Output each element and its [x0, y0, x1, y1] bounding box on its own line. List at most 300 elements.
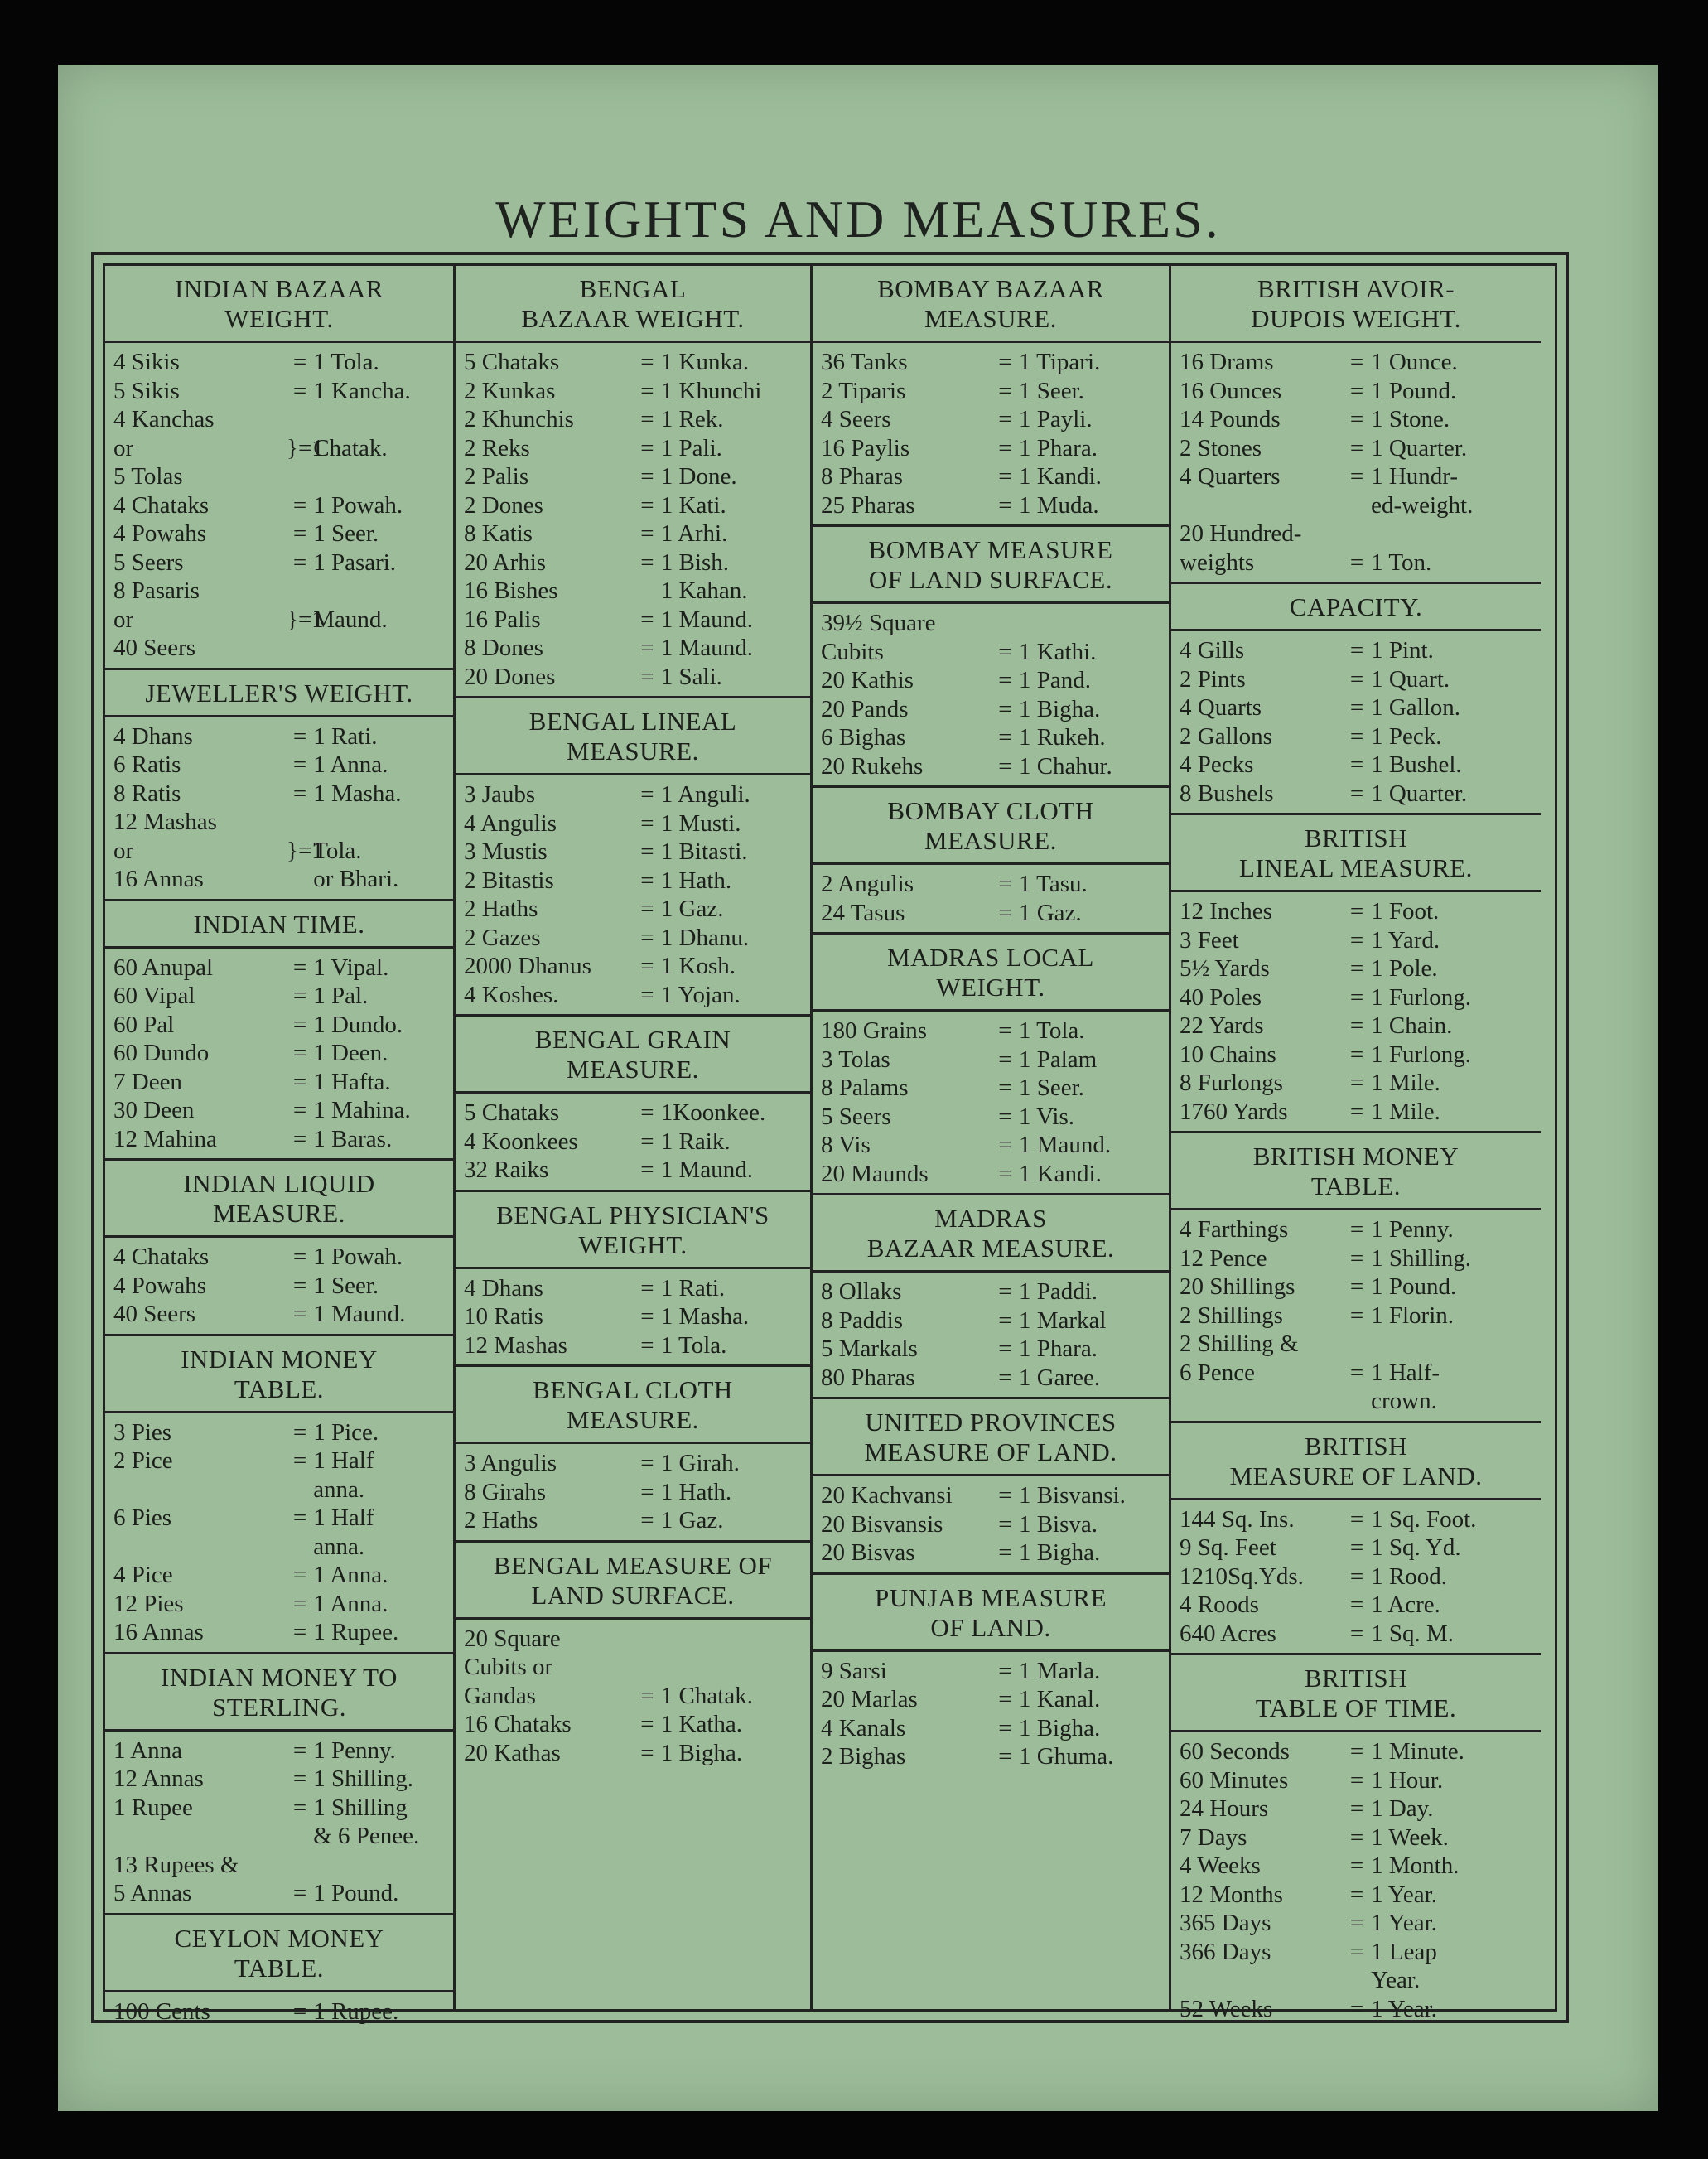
conversion-row: [464, 1710, 803, 1739]
equals-sign: =: [1349, 926, 1364, 954]
equivalent-text: 1 Bitasti.: [660, 838, 748, 865]
equals-sign: [1343, 1966, 1371, 1995]
quantity-text: [113, 1533, 287, 1562]
equivalent-text: 1 Yard.: [1371, 926, 1440, 954]
equivalent-text: 1 Mile.: [1371, 1098, 1440, 1125]
measure-section: [456, 1017, 810, 1192]
equals-sign: =: [1349, 349, 1364, 375]
equals-sign: =: [640, 924, 654, 951]
quantity-text: 16 Ounces: [1180, 377, 1282, 404]
equals-sign: =: [292, 1880, 307, 1906]
quantity-text: 4 Pecks: [1180, 751, 1254, 778]
equals-sign: =: [292, 722, 307, 750]
quantity-text: 8 Pasaris: [113, 577, 200, 604]
conversion-row: [821, 870, 1162, 899]
equals-sign: =: [292, 1997, 307, 2025]
quantity-text: 7 Deen: [113, 1068, 182, 1095]
measure-section: [105, 1336, 453, 1654]
equivalent-text: 1 Kosh.: [660, 953, 736, 979]
equals-sign: =: [292, 1765, 307, 1792]
conversion-row: [113, 1011, 446, 1040]
section-heading: BENGAL BAZAAR WEIGHT.: [456, 266, 810, 343]
conversion-row: [113, 808, 446, 837]
equivalent-text: 1 Sq. Foot.: [1371, 1505, 1477, 1533]
equivalent-text: 1 Gaz.: [660, 1507, 724, 1534]
quantity-text: 144 Sq. Ins.: [1180, 1505, 1295, 1533]
equivalent-text: 1 Rood.: [1371, 1562, 1447, 1590]
equals-sign: =: [1349, 1591, 1364, 1618]
conversion-row: [113, 954, 446, 983]
conversion-row: [113, 548, 446, 577]
quantity-text: 9 Sq. Feet: [1180, 1534, 1276, 1561]
quantity-text: 20 Shillings: [1180, 1273, 1295, 1300]
conversion-row: [821, 1131, 1162, 1160]
column-3: [813, 266, 1171, 2009]
conversion-row: [464, 1302, 803, 1331]
quantity-text: 80 Pharas: [821, 1364, 915, 1391]
conversion-row: [464, 548, 803, 577]
conversion-row: [1180, 693, 1534, 722]
equivalent-text: 1 Acre.: [1371, 1591, 1440, 1618]
conversion-row: [113, 462, 446, 491]
conversion-row: [113, 577, 446, 606]
measure-section: [1171, 1423, 1541, 1656]
conversion-row: [821, 1074, 1162, 1103]
conversion-row: [1180, 1995, 1534, 2024]
quantity-text: 8 Furlongs: [1180, 1070, 1283, 1096]
conversion-row: [1180, 1534, 1534, 1562]
equals-sign: =: [292, 1505, 307, 1531]
equivalent-text: 1 Gaz.: [660, 896, 724, 922]
quantity-text: 16 Bishes: [464, 577, 558, 604]
equivalent-text: 1 Powah.: [313, 491, 403, 519]
equals-sign: =: [640, 867, 654, 894]
conversion-row: [1180, 636, 1534, 665]
quantity-text: 30 Deen: [113, 1097, 195, 1123]
equivalent-text: 1 Half: [313, 1447, 374, 1474]
equivalent-text: [313, 634, 446, 663]
equals-sign: =: [998, 1482, 1012, 1509]
equivalent-text: 1 Bisva.: [1018, 1510, 1098, 1538]
equals-sign: =: [998, 667, 1012, 693]
quantity-text: 5 Seers: [821, 1103, 891, 1130]
column-2: [456, 266, 813, 2009]
conversion-row: [464, 462, 803, 491]
measure-section: [813, 788, 1169, 935]
conversion-list: [1171, 1732, 1541, 2028]
quantity-text: 4 Farthings: [1180, 1216, 1289, 1243]
equivalent-text: Maund.: [313, 606, 388, 633]
equals-sign: =: [640, 491, 654, 519]
equals-sign: =: [1349, 722, 1364, 750]
section-heading: INDIAN LIQUID MEASURE.: [105, 1161, 453, 1238]
equivalent-text: 1 Hafta.: [313, 1068, 391, 1095]
equals-sign: =: [640, 1157, 654, 1183]
conversion-row: [1180, 1881, 1534, 1910]
equals-sign: =: [292, 520, 307, 547]
equals-sign: =: [998, 1307, 1012, 1334]
quantity-text: 20 Maunds: [821, 1160, 929, 1187]
conversion-row: [113, 1476, 446, 1505]
conversion-list: [105, 1732, 453, 1913]
measure-section: [456, 266, 810, 698]
quantity-text: 12 Mashas: [113, 809, 217, 835]
equals-sign: =: [1349, 1359, 1364, 1386]
measure-section: [105, 1161, 453, 1336]
equals-sign: =: [640, 1274, 654, 1302]
equals-sign: =: [1349, 1534, 1364, 1561]
conversion-row: [113, 1504, 446, 1533]
equals-sign: =: [1349, 1881, 1364, 1908]
measure-section: [105, 1915, 453, 2031]
equivalent-text: 1 Shilling.: [313, 1765, 414, 1792]
conversion-row: [464, 1478, 803, 1507]
quantity-text: 20 Marlas: [821, 1686, 918, 1712]
quantity-text: 3 Pies: [113, 1418, 172, 1446]
equivalent-text: 1 Ton.: [1371, 548, 1432, 576]
conversion-row: [1180, 983, 1534, 1012]
section-heading: UNITED PROVINCES MEASURE OF LAND.: [813, 1399, 1169, 1476]
conversion-row: [113, 780, 446, 809]
quantity-text: 20 Bisvas: [821, 1539, 915, 1566]
column-1: [105, 266, 456, 2025]
equivalent-text: 1Koonkee.: [660, 1099, 766, 1126]
quantity-text: 13 Rupees &: [113, 1851, 239, 1878]
conversion-row: [821, 609, 1162, 638]
equivalent-text: 1 Ounce.: [1371, 349, 1458, 375]
equivalent-text: 1 Month.: [1371, 1852, 1460, 1879]
conversion-row: [464, 1625, 803, 1654]
equivalent-text: 1 Mile.: [1371, 1070, 1440, 1096]
conversion-list: [1171, 1210, 1541, 1421]
quantity-text: 14 Pounds: [1180, 406, 1281, 432]
quantity-text: 20 Kathis: [821, 667, 914, 693]
conversion-row: [113, 1300, 446, 1329]
conversion-list: [105, 1413, 453, 1652]
equivalent-text: 1 Pound.: [313, 1880, 399, 1906]
conversion-row: [464, 1682, 803, 1711]
equivalent-text: 1 Shilling.: [1371, 1244, 1471, 1272]
quantity-text: 20 Square: [464, 1625, 561, 1652]
quantity-text: 4 Koonkees: [464, 1128, 578, 1155]
conversion-row: [464, 1156, 803, 1185]
equals-sign: =: [292, 1794, 307, 1821]
equivalent-text: 1 Year.: [1371, 1881, 1437, 1908]
quantity-text: 1 Anna: [113, 1736, 182, 1764]
equals-sign: =: [1349, 1505, 1364, 1533]
quantity-text: 8 Paddis: [821, 1307, 904, 1334]
conversion-row: [1180, 1273, 1534, 1302]
quantity-text: 2 Stones: [1180, 434, 1262, 461]
equals-sign: [287, 865, 313, 894]
equivalent-text: 1 Yojan.: [660, 981, 741, 1008]
quantity-text: 4 Kanals: [821, 1714, 906, 1741]
equals-sign: =: [1349, 548, 1364, 576]
equals-sign: =: [998, 1539, 1012, 1566]
equals-sign: =: [998, 434, 1012, 461]
quantity-text: 4 Seers: [821, 406, 891, 432]
equivalent-text: 1 Rati.: [313, 722, 378, 750]
equals-sign: =: [292, 1301, 307, 1327]
section-heading: MADRAS LOCAL WEIGHT.: [813, 935, 1169, 1012]
quantity-text: 2 Angulis: [821, 871, 914, 897]
quantity-text: 24 Tasus: [821, 899, 905, 926]
equivalent-text: 1 Garee.: [1018, 1364, 1101, 1391]
equals-sign: =: [1349, 665, 1364, 693]
equivalent-text: 1 Anguli.: [660, 781, 750, 808]
equivalent-text: 1 Kathi.: [1018, 638, 1097, 665]
quantity-text: 52 Weeks: [1180, 1995, 1273, 2022]
equals-sign: =: [998, 695, 1012, 722]
equals-sign: =: [1349, 377, 1364, 404]
quantity-text: 20 Bisvansis: [821, 1510, 943, 1538]
measure-section: [105, 1654, 453, 1915]
conversion-row: [113, 1851, 446, 1880]
quantity-text: 5 Chataks: [464, 1099, 560, 1126]
equivalent-text: 1 Seer.: [313, 520, 379, 547]
conversion-row: [821, 899, 1162, 928]
section-heading: BENGAL LINEAL MEASURE.: [456, 698, 810, 775]
equivalent-text: 1 Palam: [1018, 1046, 1098, 1073]
conversion-row: [1180, 751, 1534, 780]
equivalent-text: 1 Kandi.: [1018, 1160, 1102, 1187]
quantity-text: 3 Feet: [1180, 926, 1239, 954]
conversion-list: [813, 865, 1169, 932]
equivalent-text: 1 Mahina.: [313, 1097, 411, 1123]
measure-section: [1171, 584, 1541, 815]
equals-sign: =: [640, 1450, 654, 1476]
equivalent-text: 1 Musti.: [660, 809, 741, 837]
quantity-text: 4 Weeks: [1180, 1852, 1261, 1879]
conversion-list: [813, 604, 1169, 785]
quantity-text: 2 Palis: [464, 463, 529, 490]
quantity-text: 5 Chataks: [464, 349, 560, 375]
equivalent-text: 1 Payli.: [1018, 406, 1093, 432]
section-heading: BENGAL MEASURE OF LAND SURFACE.: [456, 1543, 810, 1620]
equivalent-text: [313, 808, 446, 837]
quantity-text: 4 Powahs: [113, 520, 206, 547]
measure-section: [456, 1192, 810, 1368]
measure-section: [1171, 1655, 1541, 2028]
quantity-text: 12 Months: [1180, 1881, 1283, 1908]
measure-section: [1171, 815, 1541, 1133]
section-heading: BRITISH AVOIR- DUPOIS WEIGHT.: [1171, 266, 1541, 343]
section-heading: BENGAL GRAIN MEASURE.: [456, 1017, 810, 1094]
equals-sign: =: [1349, 694, 1364, 721]
equivalent-text: 1 Half-: [1371, 1359, 1440, 1386]
equals-sign: =: [1349, 1738, 1364, 1765]
equivalent-text: 1 Rupee.: [313, 1619, 399, 1645]
quantity-text: 20 Rukehs: [821, 752, 924, 780]
equals-sign: =: [640, 1099, 654, 1126]
conversion-row: [464, 981, 803, 1010]
quantity-text: Gandas: [464, 1682, 536, 1709]
equals-sign: [1343, 519, 1371, 548]
equals-sign: =: [998, 1714, 1012, 1741]
quantity-text: 16 Annas: [113, 1619, 204, 1645]
equivalent-text: 1 Year.: [1371, 1995, 1437, 2022]
equals-sign: [287, 1822, 313, 1851]
equivalent-text: 1 Khunchi: [660, 377, 762, 404]
conversion-row: [1180, 1823, 1534, 1852]
quantity-text: 4 Roods: [1180, 1591, 1259, 1618]
equals-sign: =: [640, 463, 654, 490]
measure-section: [105, 266, 453, 670]
equals-sign: =: [640, 781, 654, 808]
conversion-row: [821, 1335, 1162, 1364]
equals-sign: =: [640, 434, 654, 461]
equivalent-text: 1 Chatak.: [660, 1682, 753, 1709]
equivalent-text: 1 Bigha.: [1018, 695, 1101, 722]
conversion-row: [464, 634, 803, 663]
equals-sign: =: [640, 953, 654, 979]
equivalent-text: 1 Kunka.: [660, 349, 750, 375]
conversion-row: [113, 1561, 446, 1590]
quantity-text: 4 Angulis: [464, 809, 557, 837]
equivalent-text: 1 Kanal.: [1018, 1686, 1101, 1712]
quantity-text: 180 Grains: [821, 1017, 928, 1044]
equivalent-text: 1 Gaz.: [1018, 899, 1082, 926]
quantity-text: 2 Haths: [464, 896, 538, 922]
equals-sign: =: [640, 520, 654, 547]
section-heading: PUNJAB MEASURE OF LAND.: [813, 1575, 1169, 1652]
quantity-text: 60 Dundo: [113, 1040, 210, 1066]
equals-sign: =: [640, 606, 654, 633]
section-heading: BOMBAY CLOTH MEASURE.: [813, 788, 1169, 865]
equivalent-text: 1 Seer.: [1018, 1075, 1084, 1101]
conversion-row: [821, 695, 1162, 724]
conversion-row: [113, 1096, 446, 1125]
conversion-row: [1180, 1591, 1534, 1620]
quantity-text: 4 Powahs: [113, 1272, 206, 1299]
quantity-text: 39½ Square: [821, 610, 936, 636]
quantity-text: or: [113, 837, 134, 864]
equals-sign: =: [1349, 1098, 1364, 1125]
equals-sign: =: [998, 724, 1012, 751]
equivalent-text: 1 Hath.: [660, 867, 732, 894]
equivalent-text: 1 Phara.: [1018, 434, 1098, 461]
equals-sign: =: [1349, 637, 1364, 664]
equals-sign: =: [1349, 463, 1364, 490]
equivalent-text: 1 Tola.: [1018, 1017, 1085, 1044]
conversion-list: [1171, 1500, 1541, 1654]
equals-sign: =: [998, 871, 1012, 897]
quantity-text: 365 Days: [1180, 1910, 1271, 1936]
equivalent-text: 1 Shilling: [313, 1794, 408, 1821]
equivalent-text: [313, 577, 446, 606]
conversion-row: [464, 895, 803, 924]
section-heading: JEWELLER'S WEIGHT.: [105, 670, 453, 717]
equivalent-text: 1 Tipari.: [1018, 349, 1101, 375]
equivalent-text: [1371, 519, 1534, 548]
equals-sign: =: [640, 1478, 654, 1505]
conversion-row: [1180, 665, 1534, 694]
conversion-row: [113, 722, 446, 751]
conversion-row: [113, 634, 446, 663]
equivalent-text: 1 Anna.: [313, 751, 388, 778]
section-heading: BOMBAY BAZAAR MEASURE.: [813, 266, 1169, 343]
measure-section: [813, 1575, 1169, 2010]
equals-sign: =: [292, 377, 307, 404]
quantity-text: 12 Annas: [113, 1765, 204, 1792]
equals-sign: =: [998, 1510, 1012, 1538]
quantity-text: 20 Pands: [821, 695, 909, 722]
equals-sign: [287, 1851, 313, 1880]
quantity-text: 60 Minutes: [1180, 1766, 1289, 1794]
conversion-row: [464, 838, 803, 867]
conversion-row: [113, 377, 446, 406]
quantity-text: 2 Khunchis: [464, 406, 574, 432]
equals-sign: =: [998, 1046, 1012, 1073]
equivalent-text: 1 Powah.: [313, 1244, 403, 1270]
equivalent-text: 1 Hath.: [660, 1478, 732, 1505]
equals-sign: =: [640, 1507, 654, 1534]
equivalent-text: 1 Florin.: [1371, 1302, 1455, 1329]
quantity-text: 2 Pints: [1180, 665, 1246, 693]
conversion-row: [464, 1506, 803, 1535]
equivalent-text: [313, 405, 446, 434]
equals-sign: =: [1349, 1273, 1364, 1300]
equals-sign: =: [998, 1657, 1012, 1684]
equivalent-text: 1 Rukeh.: [1018, 724, 1106, 751]
quantity-text: 2 Dones: [464, 491, 543, 519]
equals-sign: =: [998, 1132, 1012, 1158]
section-heading: MADRAS BAZAAR MEASURE.: [813, 1195, 1169, 1273]
equivalent-text: [661, 1653, 797, 1682]
quantity-text: 40 Seers: [113, 635, 196, 661]
conversion-row: [1180, 1620, 1534, 1649]
equals-sign: =: [998, 1075, 1012, 1101]
conversion-row: [821, 1510, 1162, 1539]
quantity-text: or: [113, 434, 134, 461]
equivalent-text: 1 Tasu.: [1018, 871, 1088, 897]
equals-sign: =: [1349, 1244, 1364, 1272]
equals-sign: =: [640, 1739, 654, 1766]
conversion-list: [813, 343, 1169, 524]
section-heading: INDIAN TIME.: [105, 901, 453, 949]
quantity-text: Cubits or: [464, 1654, 553, 1680]
conversion-row: [1180, 519, 1534, 548]
equals-sign: =: [292, 1418, 307, 1446]
equivalent-text: 1 Quarter.: [1371, 434, 1468, 461]
equivalent-text: 1 Muda.: [1018, 491, 1099, 519]
conversion-row: [821, 1017, 1162, 1046]
measure-section: [813, 935, 1169, 1195]
conversion-row: [1180, 405, 1534, 434]
conversion-row: [113, 1533, 446, 1562]
equivalent-text: 1 Maund.: [660, 635, 753, 661]
conversion-row: [1180, 1244, 1534, 1273]
conversion-row: [1180, 1069, 1534, 1098]
quantity-text: 2 Bighas: [821, 1743, 906, 1770]
equivalent-text: 1 Kandi.: [1018, 463, 1102, 490]
quantity-text: [1180, 1387, 1343, 1416]
quantity-text: 12 Pies: [113, 1590, 184, 1617]
equivalent-text: 1 Maund.: [660, 606, 753, 633]
quantity-text: 60 Vipal: [113, 983, 195, 1009]
conversion-list: [1171, 892, 1541, 1131]
measure-section: [105, 901, 453, 1162]
table-frame: [91, 252, 1569, 2023]
measure-section: [1171, 266, 1541, 584]
conversion-row: [1180, 491, 1534, 520]
quantity-text: [113, 1476, 287, 1505]
quantity-text: 2 Pice: [113, 1447, 173, 1474]
conversion-row: [464, 663, 803, 692]
conversion-row: [113, 1418, 446, 1447]
conversion-row: [1180, 548, 1534, 577]
conversion-row: [113, 1068, 446, 1097]
